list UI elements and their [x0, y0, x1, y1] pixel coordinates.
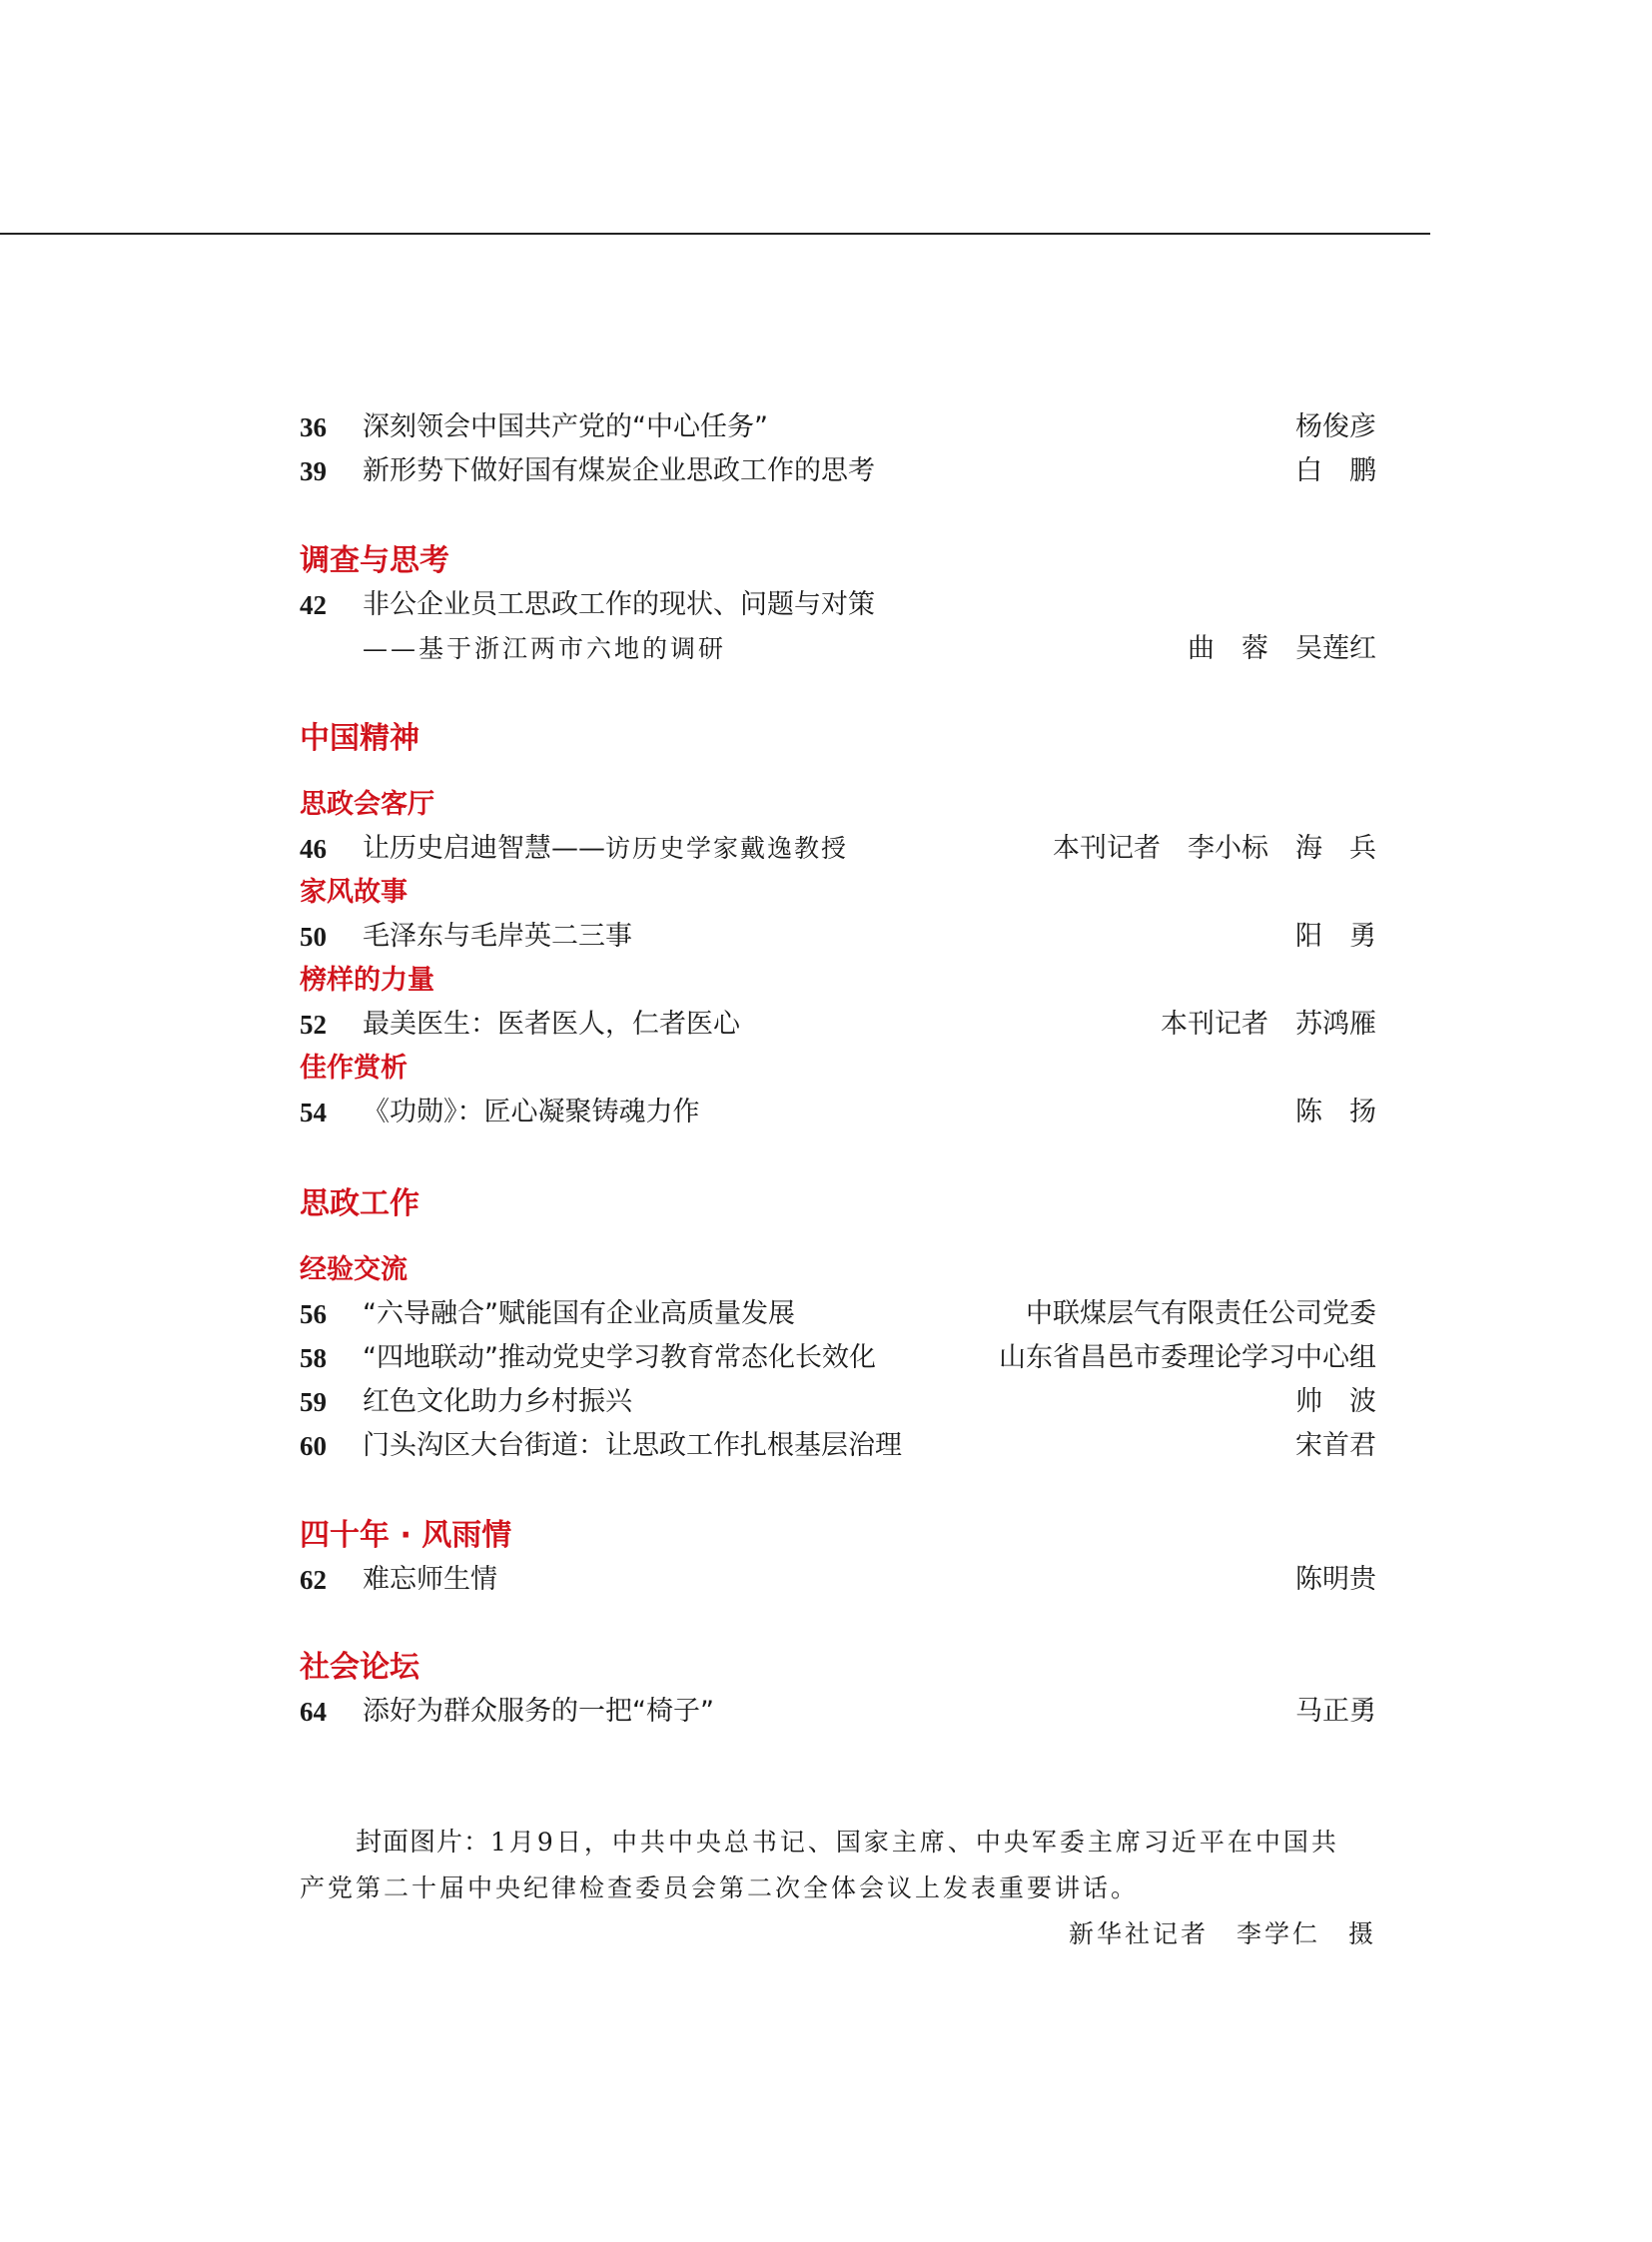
page-number: 56	[300, 1299, 327, 1329]
subsection-heading-role-model: 榜样的力量	[300, 965, 434, 996]
page-number: 64	[300, 1697, 327, 1727]
article-title: 难忘师生情	[363, 1564, 497, 1595]
article-title	[363, 829, 848, 869]
toc-entry[interactable]	[300, 1005, 1376, 1045]
article-title: “六导融合”赋能国有企业高质量发展	[363, 1298, 795, 1329]
article-title: 毛泽东与毛岸英二三事	[363, 921, 632, 952]
section-heading-spirit: 中国精神	[300, 721, 419, 756]
subsection-heading-family: 家风故事	[300, 877, 408, 908]
toc-entry[interactable]	[300, 829, 1376, 869]
article-title-sub: 访历史学家戴逸教授	[605, 834, 849, 863]
article-title: 非公企业员工思政工作的现状、问题与对策	[363, 589, 875, 620]
subsection-heading-experience: 经验交流	[300, 1254, 408, 1285]
toc-entry[interactable]	[300, 585, 1376, 625]
page-number: 39	[300, 456, 327, 486]
page-number: 36	[300, 412, 327, 442]
toc-entry[interactable]	[300, 1560, 1376, 1600]
toc-entry-subtitle-row	[300, 629, 1376, 669]
toc-entry[interactable]	[300, 407, 1376, 447]
cover-caption-text: 1月9日，中共中央总书记、国家主席、中央军委主席习近平在中国共	[490, 1828, 1339, 1857]
toc-entry[interactable]	[300, 1294, 1376, 1334]
article-author: 陈 扬	[1295, 1097, 1376, 1127]
article-author: 宋首君	[1295, 1430, 1376, 1461]
article-title: “四地联动”推动党史学习教育常态化长效化	[363, 1342, 876, 1373]
article-title: 门头沟区大台街道：让思政工作扎根基层治理	[363, 1430, 902, 1461]
section-heading-forty-years: 四十年 · 风雨情	[300, 1518, 512, 1553]
article-author: 陈明贵	[1295, 1564, 1376, 1595]
article-author: 白 鹏	[1295, 455, 1376, 486]
page-number: 46	[300, 834, 327, 864]
page-number: 54	[300, 1098, 327, 1127]
article-author: 杨俊彦	[1295, 411, 1376, 442]
toc-entry[interactable]	[300, 1382, 1376, 1422]
subsection-heading-appreciation: 佳作赏析	[300, 1053, 408, 1084]
subsection-heading-parlor: 思政会客厅	[300, 789, 434, 820]
article-title: 深刻领会中国共产党的“中心任务”	[363, 411, 768, 442]
article-title: 新形势下做好国有煤炭企业思政工作的思考	[363, 455, 875, 486]
toc-entry[interactable]	[300, 1338, 1376, 1378]
article-title: 《功勋》：匠心凝聚铸魂力作	[363, 1097, 700, 1127]
cover-caption-line: 产党第二十届中央纪律检查委员会第二次全体会议上发表重要讲话。	[300, 1873, 1140, 1902]
page-number: 42	[300, 590, 327, 620]
section-heading-forum: 社会论坛	[300, 1650, 419, 1685]
article-author: 曲 蓉 吴莲红	[1188, 633, 1376, 664]
toc-entry[interactable]	[300, 451, 1376, 491]
cover-photo-credit: 新华社记者 李学仁 摄	[1068, 1919, 1376, 1948]
article-title: 红色文化助力乡村振兴	[363, 1386, 632, 1417]
article-author: 本刊记者 苏鸿雁	[1161, 1009, 1376, 1040]
article-title: 最美医生：医者医人，仁者医心	[363, 1009, 740, 1040]
cover-caption-line	[356, 1820, 1339, 1866]
page-number: 59	[300, 1387, 327, 1417]
header-rule	[0, 233, 1430, 235]
section-heading-survey: 调查与思考	[300, 543, 449, 578]
toc-entry[interactable]	[300, 1426, 1376, 1466]
toc-entry[interactable]	[300, 917, 1376, 957]
toc-entry[interactable]	[300, 1692, 1376, 1732]
page-number: 58	[300, 1343, 327, 1373]
page-number: 62	[300, 1565, 327, 1595]
section-heading-ideology-work: 思政工作	[300, 1186, 419, 1221]
article-author: 山东省昌邑市委理论学习中心组	[999, 1342, 1376, 1373]
article-author: 阳 勇	[1295, 921, 1376, 952]
article-title: 添好为群众服务的一把“椅子”	[363, 1696, 714, 1727]
article-title-main: 让历史启迪智慧——	[363, 833, 605, 864]
article-author: 中联煤层气有限责任公司党委	[1026, 1298, 1376, 1329]
article-author: 马正勇	[1295, 1696, 1376, 1727]
toc-entry[interactable]	[300, 1093, 1376, 1132]
page-number: 60	[300, 1431, 327, 1461]
cover-caption-label: 封面图片：	[356, 1828, 491, 1858]
page-number: 52	[300, 1010, 327, 1040]
article-subtitle: ——基于浙江两市六地的调研	[363, 634, 727, 663]
article-author: 帅 波	[1295, 1386, 1376, 1417]
article-author: 本刊记者 李小标 海 兵	[1053, 833, 1376, 864]
page-number: 50	[300, 922, 327, 952]
